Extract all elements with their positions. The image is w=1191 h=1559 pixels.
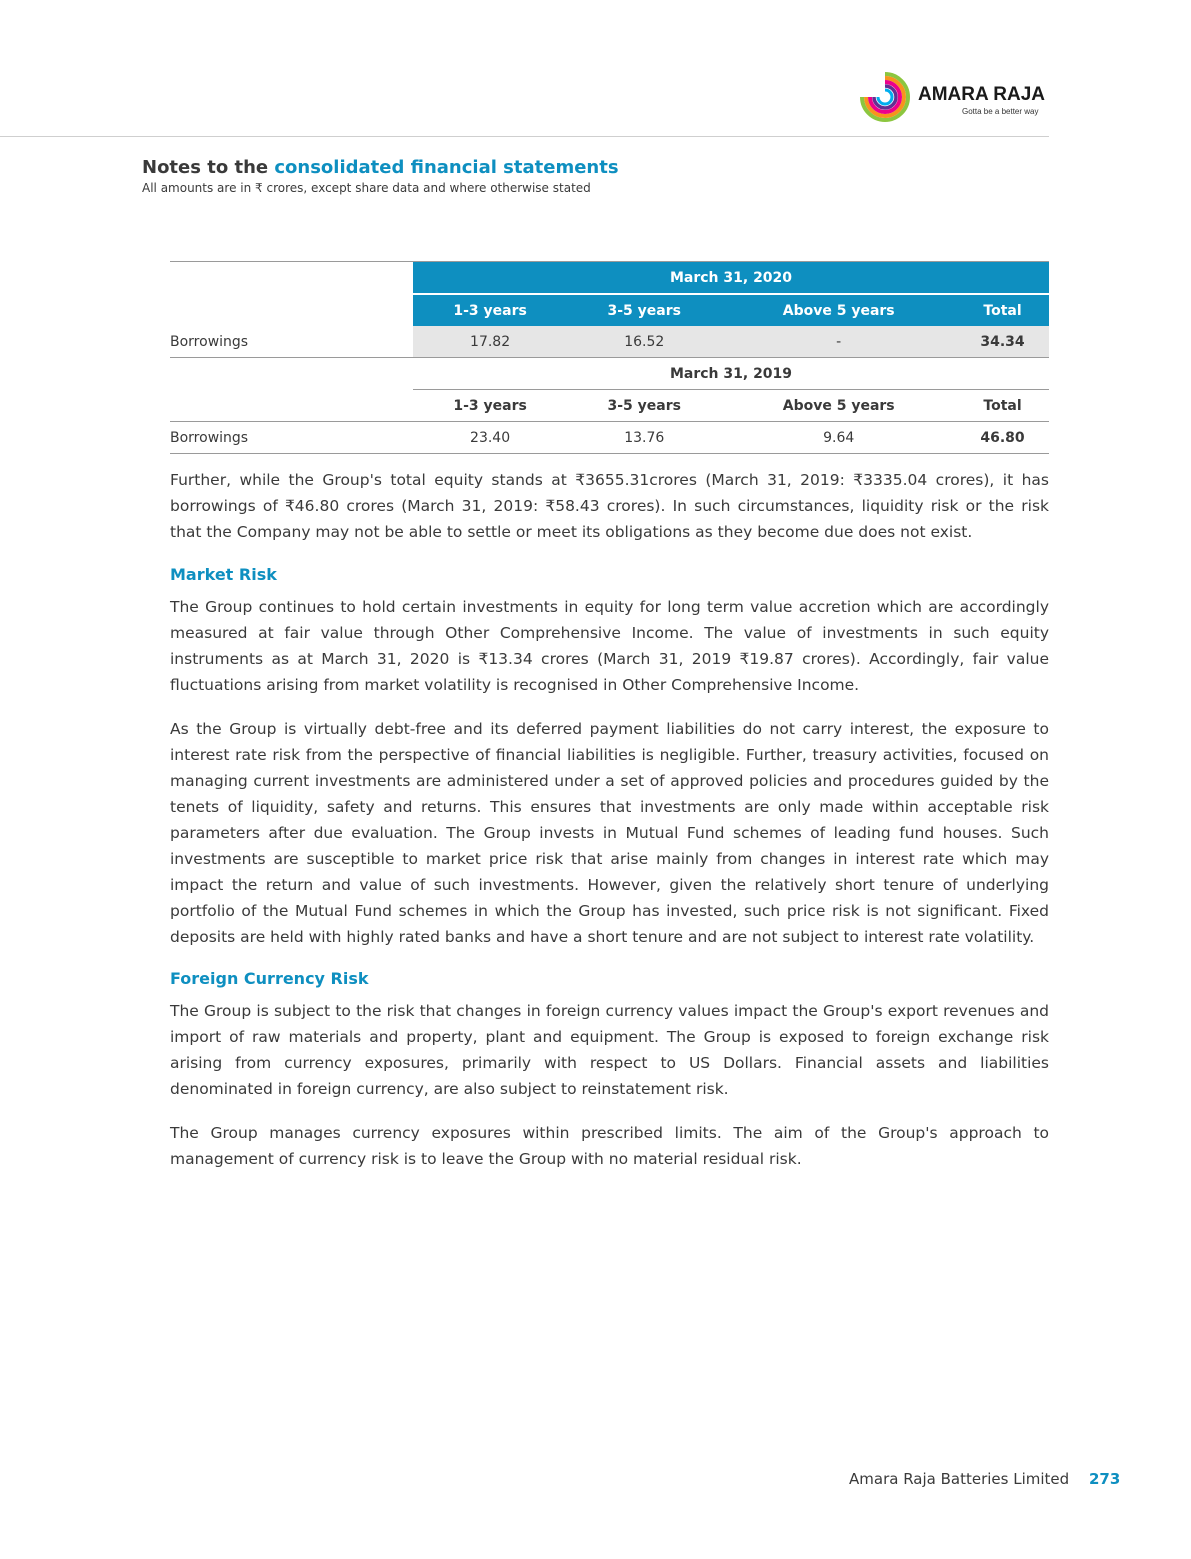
- table-corner-cell: [170, 262, 413, 295]
- brand-name: AMARA RAJA: [918, 84, 1046, 105]
- cell-total: 46.80: [956, 422, 1049, 454]
- row-label: Borrowings: [170, 326, 413, 358]
- table-row: [170, 326, 1049, 358]
- page-subtitle: All amounts are in ₹ crores, except share data and where otherwise stated: [142, 181, 591, 195]
- cell-value: 16.52: [567, 326, 721, 358]
- header-divider: [0, 136, 1049, 137]
- row-label: Borrowings: [170, 422, 413, 454]
- brand-tagline: Gotta be a better way: [962, 107, 1039, 116]
- period-2019-heading: March 31, 2019: [413, 358, 1049, 390]
- cell-value: 17.82: [413, 326, 567, 358]
- column-header: 3-5 years: [567, 294, 721, 326]
- table-header-period-2019: [170, 358, 1049, 390]
- period-2020-heading: March 31, 2020: [413, 262, 1049, 295]
- maturity-table: [170, 261, 1049, 454]
- cell-total: 34.34: [956, 326, 1049, 358]
- paragraph-market-risk-2: As the Group is virtually debt-free and its deferred payment liabilities do not carry interest, the exposure to interest rate risk from the perspective of financial liabilities is negligible. Further, treasury activities, focused on managing current investments are administered under a set of approved policies and procedures guided by the tenets of liquidity, safety and returns. This ensures that investments are only made within acceptable risk parameters after due evaluation. The Group invests in Mutual Fund schemes of leading fund houses. Such investments are susceptible to market price risk that arise mainly from changes in interest rate which may impact the return and value of such investments. However, given the relatively short tenure of underlying portfolio of the Mutual Fund schemes in which the Group has invested, such price risk is not significant. Fixed deposits are held with highly rated banks and have a short tenure and are not subject to interest rate volatility.: [170, 720, 1049, 946]
- paragraph-currency-risk-2: The Group manages currency exposures within prescribed limits. The aim of the Group's approach to management of currency risk is to leave the Group with no material residual risk.: [170, 1124, 1049, 1168]
- cell-value: 9.64: [721, 422, 956, 454]
- cell-value: -: [721, 326, 956, 358]
- column-header: 3-5 years: [567, 390, 721, 422]
- page-title-accent: consolidated financial statements: [274, 157, 619, 178]
- column-header: Total: [956, 390, 1049, 422]
- table-header-columns-2019: [170, 390, 1049, 422]
- paragraph-market-risk-1: The Group continues to hold certain investments in equity for long term value accretion which are accordingly measured at fair value through Other Comprehensive Income. The value of investments in such equity instruments as at March 31, 2020 is ₹13.34 crores (March 31, 2019 ₹19.87 crores). Accordingly, fair value fluctuations arising from market volatility is recognised in Other Comprehensive Income.: [170, 598, 1049, 694]
- heading-market-risk: Market Risk: [170, 565, 277, 584]
- paragraph-liquidity: Further, while the Group's total equity stands at ₹3655.31crores (March 31, 2019: ₹3335.04 crores), it has borrowings of ₹46.80 crores (March 31, 2019: ₹58.43 crores). In such circumstances, liquidity risk or the risk that the Company may not be able to settle or meet its obligations as they become due does not exist.: [170, 471, 1049, 541]
- page-title-plain: Notes to the: [142, 157, 275, 178]
- footer-company-name: Amara Raja Batteries Limited: [849, 1470, 1070, 1488]
- table-header-period-2020: [170, 262, 1049, 295]
- page-title: [142, 157, 619, 178]
- table-header-columns-2020: [170, 294, 1049, 326]
- brand-logo: [858, 70, 1058, 124]
- amara-raja-swirl-icon: [858, 70, 912, 124]
- column-header: Above 5 years: [721, 294, 956, 326]
- heading-foreign-currency-risk: Foreign Currency Risk: [170, 969, 369, 988]
- column-header: Total: [956, 294, 1049, 326]
- cell-value: 23.40: [413, 422, 567, 454]
- paragraph-currency-risk-1: The Group is subject to the risk that changes in foreign currency values impact the Group's export revenues and import of raw materials and property, plant and equipment. The Group is exposed to foreign exchange risk arising from currency exposures, primarily with respect to US Dollars. Financial assets and liabilities denominated in foreign currency, are also subject to reinstatement risk.: [170, 1002, 1049, 1098]
- column-header: 1-3 years: [413, 294, 567, 326]
- cell-value: 13.76: [567, 422, 721, 454]
- column-header: 1-3 years: [413, 390, 567, 422]
- table-row: [170, 422, 1049, 454]
- column-header: Above 5 years: [721, 390, 956, 422]
- footer-page-number: 273: [1089, 1470, 1121, 1488]
